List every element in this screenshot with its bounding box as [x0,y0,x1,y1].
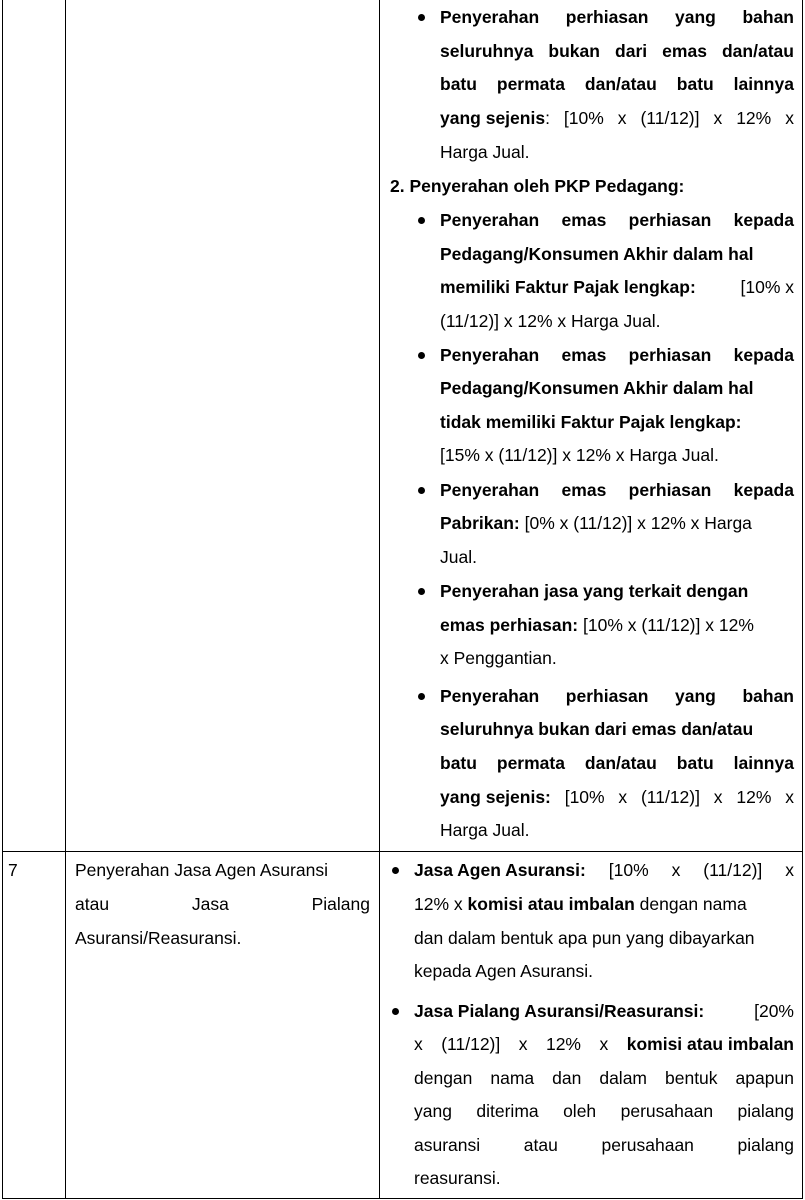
text-line: Pabrikan: [0% x (11/12)] x 12% x Harga [440,513,752,533]
text-line: batu permata dan/atau batu lainnya [440,753,794,773]
text-line: Penyerahan perhiasan yang bahan [440,686,794,706]
text-line: Penyerahan jasa yang terkait dengan [440,581,749,601]
text-line: kepada Agen Asuransi. [414,961,594,981]
text-line: seluruhnya bukan dari emas dan/atau [440,41,794,61]
text-line: Penyerahan emas perhiasan kepada [440,345,794,365]
section-heading: 2. Penyerahan oleh PKP Pedagang: [390,176,685,196]
text-line: memiliki Faktur Pajak lengkap: [10% x [440,277,794,297]
bullet-marker [392,1008,399,1015]
text-line: Pedagang/Konsumen Akhir dalam hal [440,244,754,264]
row-number: 7 [8,860,18,880]
table-border-col1 [65,0,66,1199]
text-line: yang sejenis: [10% x (11/12)] x 12% x [440,108,794,128]
text-line: dan dalam bentuk apa pun yang dibayarkan [414,928,755,948]
bullet-marker [418,217,425,224]
text-line: Penyerahan emas perhiasan kepada [440,480,794,500]
text-line: Penyerahan perhiasan yang bahan [440,7,794,27]
text-line: Harga Jual. [440,820,530,840]
text-line: Jasa Agen Asuransi: [10% x (11/12)] x [414,860,794,880]
text-line: Asuransi/Reasuransi. [75,928,242,948]
bullet-marker [392,867,399,874]
text-line: x Penggantian. [440,648,557,668]
text-line: [15% x (11/12)] x 12% x Harga Jual. [440,445,719,465]
text-line: 12% x komisi atau imbalan dengan nama [414,894,747,914]
table-border-right [802,0,803,1199]
bullet-marker [418,352,425,359]
text-line: x (11/12)] x 12% x komisi atau imbalan [414,1034,794,1054]
bullet-marker [418,693,425,700]
text-line: Pedagang/Konsumen Akhir dalam hal [440,378,754,398]
text-line: batu permata dan/atau batu lainnya [440,74,794,94]
table-row-divider [2,851,803,852]
table-border-left [2,0,3,1199]
text-line: Penyerahan emas perhiasan kepada [440,210,794,230]
text-line: tidak memiliki Faktur Pajak lengkap: [440,412,742,432]
table-border-col2 [379,0,380,1199]
text-line: Penyerahan Jasa Agen Asuransi [75,860,328,880]
text-line: Jual. [440,547,477,567]
bullet-marker [418,14,425,21]
bullet-marker [418,487,425,494]
text-line: Harga Jual. [440,142,530,162]
text-line: asuransi atau perusahaan pialang [414,1135,794,1155]
text-line: yang sejenis: [10% x (11/12)] x 12% x [440,787,794,807]
text-line: dengan nama dan dalam bentuk apapun [414,1068,794,1088]
text-line: seluruhnya bukan dari emas dan/atau [440,719,754,739]
table-border-bottom [2,1198,803,1199]
text-line: reasuransi. [414,1168,501,1188]
text-line: atau Jasa Pialang [75,894,370,914]
bullet-marker [418,588,425,595]
text-line: emas perhiasan: [10% x (11/12)] x 12% [440,615,754,635]
text-line: yang diterima oleh perusahaan pialang [414,1101,794,1121]
text-line: Jasa Pialang Asuransi/Reasuransi: [20% [414,1001,794,1021]
text-line: (11/12)] x 12% x Harga Jual. [440,311,661,331]
